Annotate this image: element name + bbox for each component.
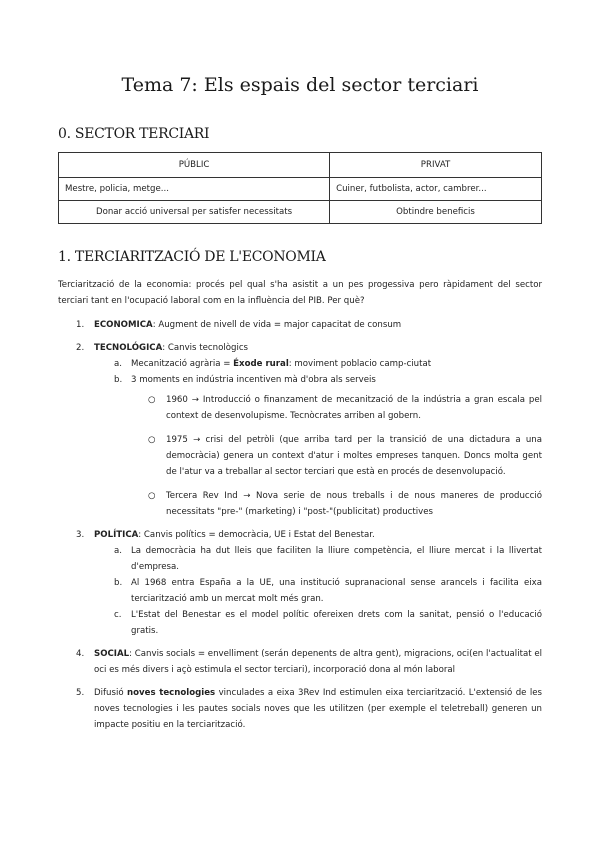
section-heading-terciaritzacio: 1. TERCIARITZACIÓ DE L'ECONOMIA bbox=[58, 249, 326, 265]
sub-item bbox=[58, 607, 542, 639]
bullet-item bbox=[58, 488, 542, 520]
sector-table bbox=[58, 152, 542, 224]
sub-item-letter: c. bbox=[114, 610, 122, 620]
item-text: Difusió bbox=[94, 688, 127, 698]
intro-paragraph: Terciarització de la economia: procés pel qual s'ha asistit a un pes progessiva pero ràpidament del sector terciari tant en l'ocupació laboral com en la influència del PIB. Per què? bbox=[58, 280, 542, 306]
sub-item-text: : moviment poblacio camp-ciutat bbox=[288, 359, 432, 369]
sub-item-text: La democràcia ha dut lleis que faciliten la lliure competència, el lliure mercat i la llivertat d'empresa. bbox=[131, 546, 542, 572]
item-number: 5. bbox=[76, 688, 85, 698]
table-cell: Donar acció universal per satisfer necessitats bbox=[59, 201, 330, 224]
item-text: : Canvis polítics = democràcia, UE i Estat del Benestar. bbox=[138, 530, 375, 540]
circle-bullet-icon: ○ bbox=[148, 435, 156, 445]
circle-bullet-icon: ○ bbox=[148, 491, 156, 501]
sub-item bbox=[58, 575, 542, 607]
item-keyword: TECNOLÓGICA bbox=[94, 343, 163, 353]
table-row bbox=[59, 201, 542, 224]
bullet-text: 1975 → crisi del petròli (que arriba tard per la transició de una dictadura a una democràcia) genera un context d'atur i moltes empreses tanquen. Doncs molta gent de l'atur va a treballar al sector terciari que està en procés de desenvolupació. bbox=[166, 435, 542, 477]
table-cell: Cuiner, futbolista, actor, cambrer... bbox=[330, 178, 542, 201]
table-cell: Mestre, policia, metge... bbox=[59, 178, 330, 201]
list-item bbox=[58, 340, 542, 520]
list-item bbox=[58, 685, 542, 733]
table-cell: Obtindre beneficis bbox=[330, 201, 542, 224]
section-body bbox=[58, 277, 542, 740]
item-text: : Canvis tecnològics bbox=[162, 343, 249, 353]
sub-item-text: 3 moments en indústria incentiven mà d'obra als serveis bbox=[131, 375, 376, 385]
item-number: 1. bbox=[76, 320, 85, 330]
page-title: Tema 7: Els espais del sector terciari bbox=[121, 74, 479, 96]
table-header-cell: PÚBLIC bbox=[59, 153, 330, 178]
sub-item-letter: b. bbox=[114, 578, 123, 588]
bullet-item bbox=[58, 432, 542, 480]
sub-item bbox=[58, 543, 542, 575]
sub-item-letter: b. bbox=[114, 375, 123, 385]
list-item bbox=[58, 317, 542, 333]
item-keyword: noves tecnologies bbox=[127, 688, 216, 698]
list-item bbox=[58, 646, 542, 678]
circle-bullet-icon: ○ bbox=[148, 395, 156, 405]
reasons-list bbox=[58, 317, 542, 733]
section-heading-sector-terciari: 0. SECTOR TERCIARI bbox=[58, 126, 210, 142]
bullet-text: Tercera Rev Ind → Nova serie de nous treballs i de nous maneres de producció necessitats "pre-" (marketing) i "post-"(publicitat) productives bbox=[166, 491, 542, 517]
sub-item-text: L'Estat del Benestar es el model polític ofereixen drets com la sanitat, pensió o l'educació gratis. bbox=[131, 610, 542, 636]
sub-item-letter: a. bbox=[114, 359, 122, 369]
sub-item-keyword: Éxode rural bbox=[233, 359, 289, 369]
bullet-text: 1960 → Introducció o finanzament de mecanització de la indústria a gran escala pel context de desenvolupisme. Tecnòcrates arriben al gobern. bbox=[166, 395, 542, 421]
bullet-item bbox=[58, 392, 542, 424]
item-text: vinculades a eixa 3Rev Ind estimulen eixa terciarització. L'extensió de les noves tecnologies i les pautes socials noves que les utilitzen (per exemple el teletreball) generen un impacte positiu en la terciarització. bbox=[94, 688, 542, 730]
item-number: 2. bbox=[76, 343, 85, 353]
item-keyword: SOCIAL bbox=[94, 649, 130, 659]
item-text: : Augment de nivell de vida = major capacitat de consum bbox=[152, 320, 402, 330]
sub-item bbox=[58, 356, 542, 372]
sub-item-text: Mecanització agrària = bbox=[131, 359, 234, 369]
item-number: 4. bbox=[76, 649, 85, 659]
sub-item-letter: a. bbox=[114, 546, 122, 556]
list-item bbox=[58, 527, 542, 639]
item-text: : Canvis socials = envelliment (serán depenents de altra gent), migracions, oci(en l'actualitat el oci es més divers i açò estimula el sector terciari), incorporació dona al món laboral bbox=[94, 649, 542, 675]
table-header-cell: PRIVAT bbox=[330, 153, 542, 178]
table-row bbox=[59, 178, 542, 201]
item-keyword: POLÍTICA bbox=[94, 530, 139, 540]
table-header-row bbox=[59, 153, 542, 178]
item-keyword: ECONOMICA bbox=[94, 320, 153, 330]
item-number: 3. bbox=[76, 530, 85, 540]
sub-item-text: Al 1968 entra España a la UE, una institució supranacional sense arancels i facilita eixa terciarització amb un mercat molt més gran. bbox=[131, 578, 542, 604]
sub-item bbox=[58, 372, 542, 388]
